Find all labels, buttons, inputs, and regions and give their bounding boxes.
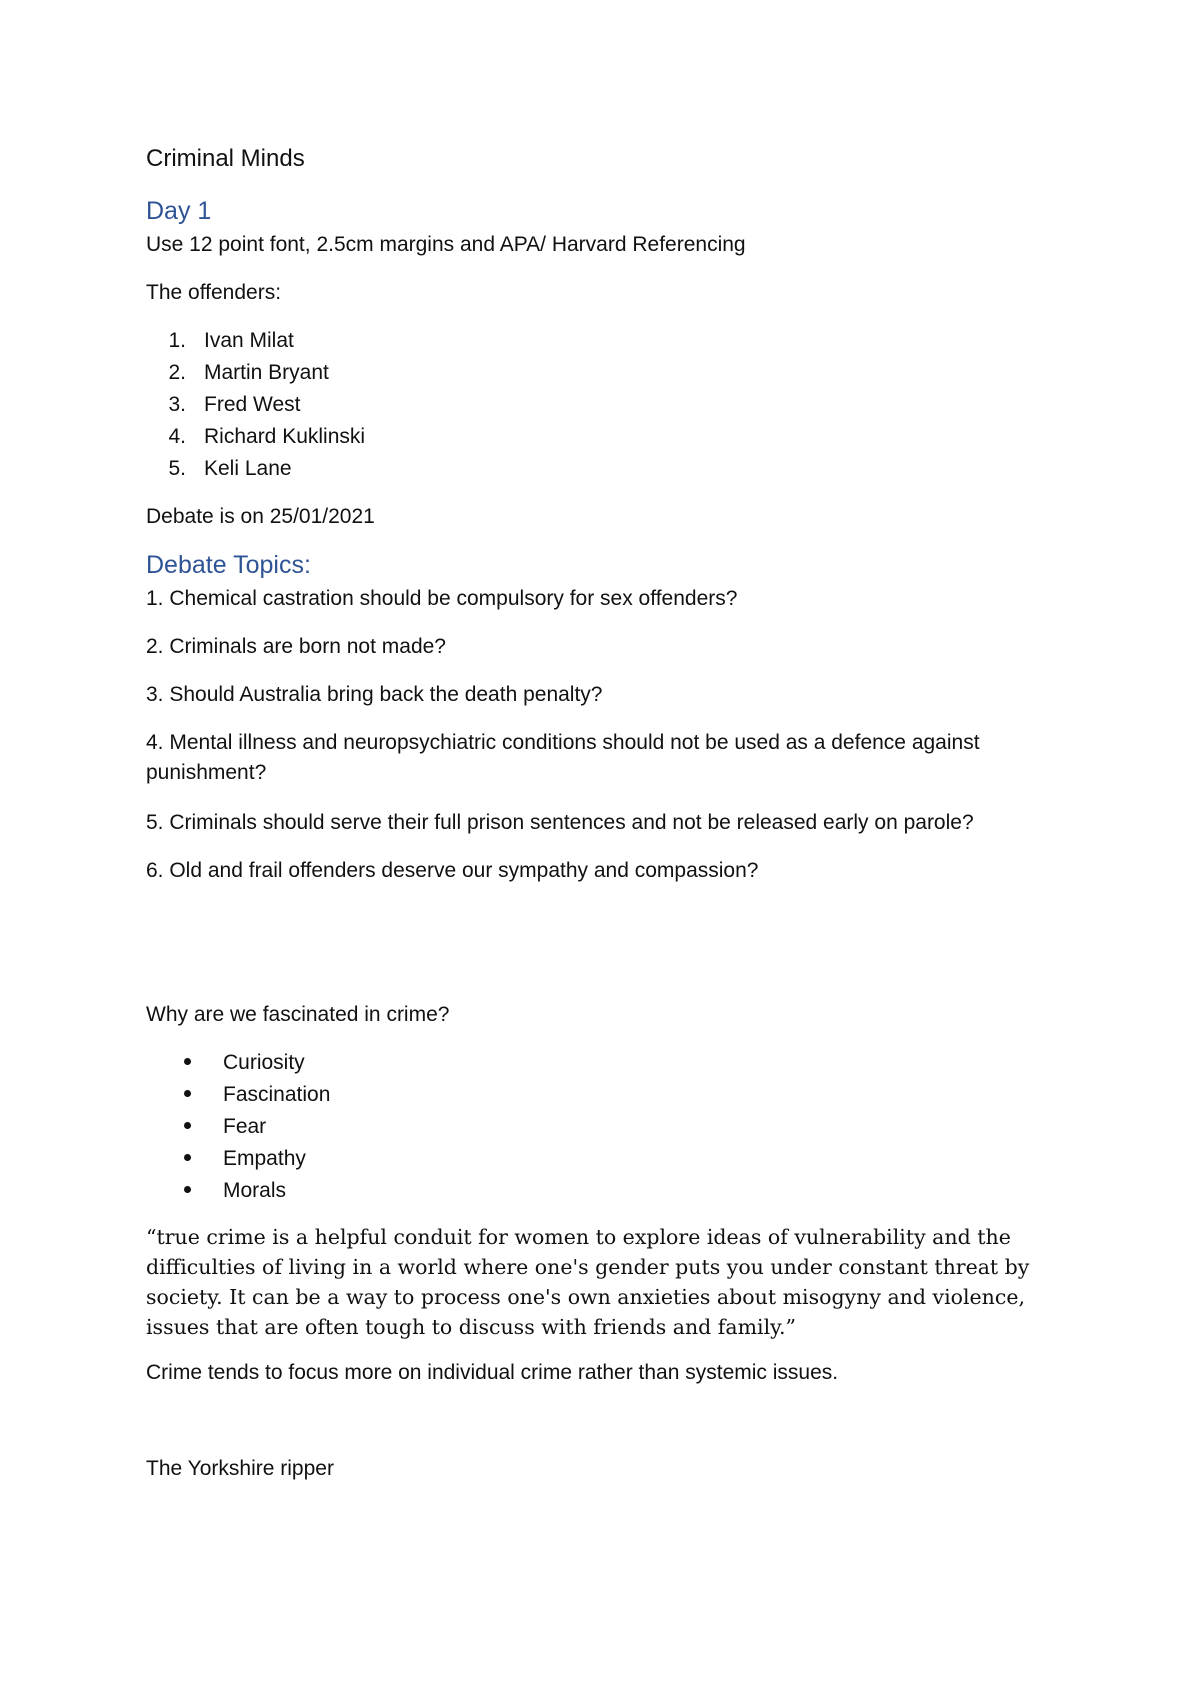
list-item [146, 358, 329, 388]
instructions-text: Use 12 point font, 2.5cm margins and APA/ Harvard Referencing [146, 233, 746, 256]
reason-text: Curiosity [223, 1051, 305, 1074]
fascination-question: Why are we fascinated in crime? [146, 1003, 450, 1026]
bullet-icon [184, 1122, 191, 1129]
offender-name: Ivan Milat [204, 329, 294, 352]
list-number: 2. [168, 361, 186, 384]
list-item [146, 1112, 266, 1142]
list-item [146, 1048, 305, 1078]
topic-item: 3. Should Australia bring back the death penalty? [146, 683, 603, 706]
topic-item: 1. Chemical castration should be compulsory for sex offenders? [146, 587, 738, 610]
list-item [146, 1176, 286, 1206]
bullet-icon [184, 1186, 191, 1193]
bullet-icon [184, 1154, 191, 1161]
topic-item: 6. Old and frail offenders deserve our sympathy and compassion? [146, 859, 759, 882]
list-item [146, 390, 300, 420]
list-item [146, 454, 292, 484]
list-item [146, 326, 294, 356]
offenders-label: The offenders: [146, 281, 282, 304]
offender-name: Keli Lane [204, 457, 292, 480]
bullet-icon [184, 1058, 191, 1065]
closing-heading: The Yorkshire ripper [146, 1457, 334, 1480]
reason-text: Empathy [223, 1147, 306, 1170]
offender-name: Martin Bryant [204, 361, 329, 384]
document-page [146, 0, 1066, 1698]
topic-item: 5. Criminals should serve their full prison sentences and not be released early on parole? [146, 811, 974, 834]
list-number: 5. [168, 457, 186, 480]
list-item [146, 1080, 330, 1110]
systemic-note: Crime tends to focus more on individual crime rather than systemic issues. [146, 1361, 839, 1384]
topic-item: 2. Criminals are born not made? [146, 635, 446, 658]
day-heading: Day 1 [146, 197, 212, 225]
quote-block: “true crime is a helpful conduit for women to explore ideas of vulnerability and the difficulties of living in a world where one's gender puts you under constant threat by society. It can be a way to process one's own anxieties about misogyny and violence, issues that are often tough to discuss with friends and family.” [146, 1225, 1030, 1339]
topics-heading: Debate Topics: [146, 551, 311, 579]
reason-text: Morals [223, 1179, 287, 1202]
list-number: 4. [168, 425, 186, 448]
offender-name: Fred West [204, 393, 301, 416]
reason-text: Fascination [223, 1083, 331, 1106]
document-title: Criminal Minds [146, 145, 305, 172]
list-item [146, 1144, 306, 1174]
list-number: 1. [168, 329, 186, 352]
topic-item: 4. Mental illness and neuropsychiatric conditions should not be used as a defence against punishment? [146, 731, 980, 784]
reason-text: Fear [223, 1115, 267, 1138]
list-number: 3. [168, 393, 186, 416]
bullet-icon [184, 1090, 191, 1097]
debate-date: Debate is on 25/01/2021 [146, 505, 375, 528]
list-item [146, 422, 365, 452]
offender-name: Richard Kuklinski [204, 425, 366, 448]
